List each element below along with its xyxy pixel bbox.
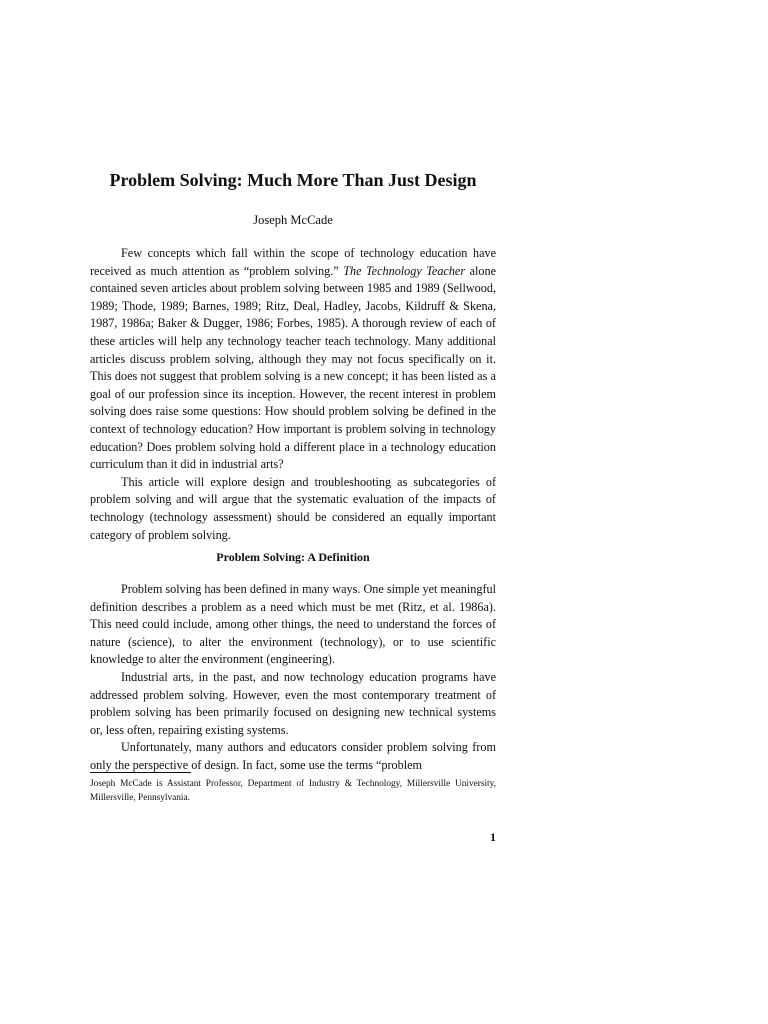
page-number: 1 xyxy=(490,830,496,844)
author-name: Joseph McCade xyxy=(253,213,333,227)
intro-paragraph-2: This article will explore design and troubleshooting as subcategories of problem solving and will argue that the systematic evaluation of the impacts of technology (technology assessment) should be considered an equally important category of problem solving. xyxy=(90,474,496,542)
definition-section xyxy=(90,581,496,775)
intro-paragraph-1-text-b: alone contained seven articles about problem solving between 1985 and 1989 (Sellwood, 1989; Thode, 1989; Barnes, 1989; Ritz, Deal, Hadley, Jacobs, Kildruff & Skena, 1987, 1986a; Baker & Dugger, 1986; Forbes, 1985). A thorough review of each of these articles will help any technology teacher teach technology. Many additional articles discuss problem solving, although they may not focus specifically on it. This does not suggest that problem solving is a new concept; it has been listed as a goal of our profession since its inception. However, the recent interest in problem solving does raise some questions: How should problem solving be defined in the context of technology education? How important is problem solving in technology education? Does problem solving hold a different place in a technology education curriculum than it did in industrial arts? xyxy=(90,263,496,472)
author-footnote: Joseph McCade is Assistant Professor, Department of Industry & Technology, Millersville University, Millersville, Pennsylvania. xyxy=(90,779,496,803)
intro-section xyxy=(90,245,496,544)
section-heading-definition: Problem Solving: A Definition xyxy=(216,550,370,564)
definition-paragraph-2: Industrial arts, in the past, and now technology education programs have addressed problem solving. However, even the most contemporary treatment of problem solving has been primarily focused on designing new technical systems or, less often, repairing existing systems. xyxy=(90,669,496,737)
definition-paragraph-3: Unfortunately, many authors and educators consider problem solving from only the perspective of design. In fact, some use the terms “problem xyxy=(90,740,496,772)
intro-paragraph-1 xyxy=(90,245,496,474)
journal-title: The Technology Teacher xyxy=(343,263,466,278)
article-title: Problem Solving: Much More Than Just Design xyxy=(109,170,477,190)
definition-paragraph-1: Problem solving has been defined in many ways. One simple yet meaningful definition describes a problem as a need which must be met (Ritz, et al. 1986a). This need could include, among other things, the need to understand the forces of nature (science), to alter the environment (technology), or to use scientific knowledge to alter the environment (engineering). xyxy=(90,582,496,667)
footnote-divider xyxy=(90,772,191,773)
intro-paragraph-1-text-a: Few concepts which fall within the scope of technology education have received as much attention as “problem solving.” xyxy=(90,246,496,278)
